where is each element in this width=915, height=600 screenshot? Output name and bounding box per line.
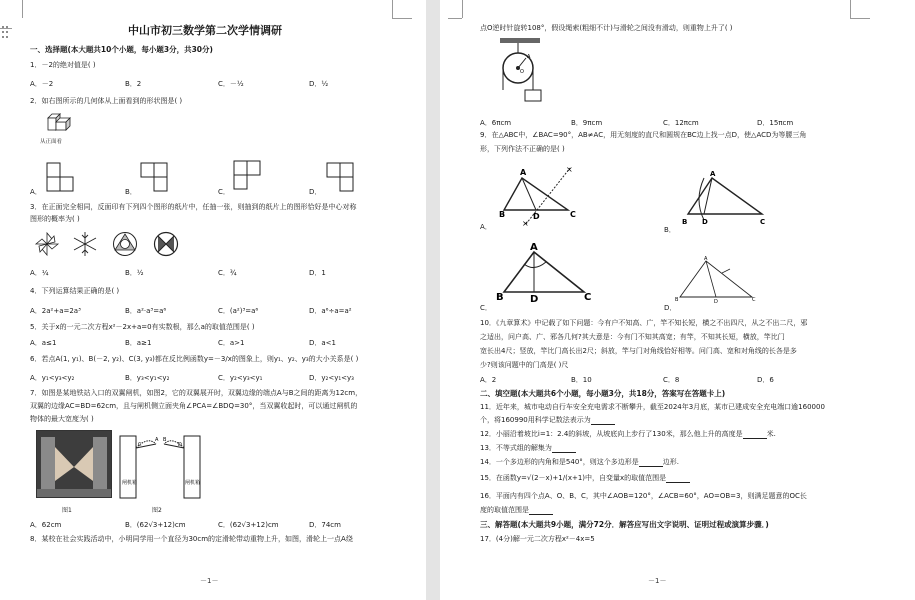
option-b: B． xyxy=(664,226,676,234)
svg-text:D: D xyxy=(702,218,708,226)
question-text: 物体的最大宽度为( ) xyxy=(30,415,94,423)
question-text: 13．不等式组的解集为 xyxy=(480,444,552,452)
question-text: 11．近年来，城市电动自行车安全充电需求不断攀升，截至2024年3月底，某市已建成安全充电端口逾160000 xyxy=(480,403,825,411)
crop-mark xyxy=(0,18,12,29)
question-text: 8．某校在社会实践活动中，小明同学用一个直径为30cm的定滑轮带动重物上升，如图，滑轮上一点A绕 xyxy=(30,535,353,543)
svg-text:闸机箱: 闸机箱 xyxy=(122,480,138,486)
unit-label: 米. xyxy=(766,430,776,438)
option-d: D．6 xyxy=(757,376,774,384)
construction-figure-d xyxy=(672,255,758,303)
option-c: C．(62√3+12)cm xyxy=(218,521,279,529)
figure-caption: 图1 xyxy=(62,507,72,514)
answer-blank xyxy=(666,475,690,483)
option-d: D．y₂<y₁<y₃ xyxy=(309,374,354,382)
option-b: B．a≥1 xyxy=(125,339,152,347)
crop-mark xyxy=(850,18,870,29)
question-text: 形，下列作法不正确的是( ) xyxy=(480,145,565,153)
top-view-option-b xyxy=(140,162,170,192)
turnstile-photo xyxy=(36,430,112,498)
svg-text:B: B xyxy=(675,297,679,303)
construction-figure-a xyxy=(496,160,586,230)
option-d: D．½ xyxy=(309,80,329,88)
answer-blank xyxy=(639,459,663,467)
page-title: 中山市初三数学第二次学情调研 xyxy=(128,24,282,37)
svg-text:O: O xyxy=(520,69,524,75)
top-view-option-c xyxy=(233,160,263,192)
svg-text:C: C xyxy=(570,210,576,219)
answer-blank xyxy=(552,445,576,453)
turnstile-diagram xyxy=(118,430,202,502)
option-b: B．½ xyxy=(125,269,144,277)
question-text: 之适出，问户高、广、邪各几何?其大意是：今有门不知其高宽；有竿，不知其长短，横放，竿比门 xyxy=(480,333,785,341)
option-c: C．12πcm xyxy=(663,119,699,127)
crop-mark xyxy=(448,18,462,29)
answer-blank xyxy=(529,507,553,515)
svg-text:D: D xyxy=(530,294,539,305)
option-a: A． xyxy=(30,188,42,196)
top-view-option-a xyxy=(46,162,76,192)
svg-text:A: A xyxy=(710,170,716,178)
question-text: 双翼的边缘AC=BD=62cm，且与闸机侧立面夹角∠PCA=∠BDQ=30°，当双翼收起时，可以通过闸机的 xyxy=(30,402,358,410)
crop-mark xyxy=(392,0,403,18)
option-c: C．a>1 xyxy=(218,339,245,347)
svg-text:C: C xyxy=(584,292,592,303)
question-text xyxy=(480,506,553,515)
question-text: 少?则该问题中的门高是( )尺 xyxy=(480,361,569,369)
option-c: C． xyxy=(480,304,492,312)
option-a: A．¼ xyxy=(30,269,49,277)
option-a: A．6πcm xyxy=(480,119,512,127)
question-text: 度的取值范围是 xyxy=(480,506,529,514)
option-c: C． xyxy=(218,188,230,196)
svg-text:B: B xyxy=(499,210,506,219)
geometric-solid-figure xyxy=(44,108,74,138)
question-text: 宽长出4尺；竖放，竿比门高长出2尺；斜放，竿与门对角线恰好相等。问门高、宽和对角线的长各是多 xyxy=(480,347,797,355)
option-d: D．a⁶÷a=a² xyxy=(309,307,352,315)
question-text xyxy=(480,416,615,425)
option-a: A．2a²+a=2a³ xyxy=(30,307,81,315)
option-d: D．74cm xyxy=(309,521,341,529)
question-text xyxy=(480,474,690,483)
question-text: 图形的概率为( ) xyxy=(30,215,80,223)
option-d: D． xyxy=(664,304,677,312)
answer-blank xyxy=(743,431,767,439)
section-heading: 三、解答题(本大题共9小题，满分72分．解答应写出文字说明、证明过程或演算步骤．) xyxy=(480,520,769,529)
question-text: 7．如图是某地铁站入口的双翼闸机，如图2，它的双翼展开时，双翼边缘的端点A与B之间的距离为12cm， xyxy=(30,389,363,397)
option-b: B．2 xyxy=(125,80,142,88)
option-b: B． xyxy=(125,188,137,196)
option-c: C．y₂<y₃<y₁ xyxy=(218,374,263,382)
svg-text:D: D xyxy=(178,442,182,448)
svg-text:D: D xyxy=(714,299,718,305)
option-a: A． xyxy=(480,223,492,231)
svg-text:B: B xyxy=(496,292,504,303)
svg-text:×: × xyxy=(522,219,529,228)
option-a: A．－2 xyxy=(30,80,54,88)
circle-cross-figure xyxy=(153,231,179,257)
question-text: 17．(4分)解一元二次方程x²－4x=5 xyxy=(480,535,595,543)
option-c: C．8 xyxy=(663,376,680,384)
svg-text:B: B xyxy=(163,437,167,443)
question-text xyxy=(480,444,576,453)
construction-figure-b xyxy=(674,170,766,232)
svg-text:A: A xyxy=(520,168,527,177)
figure-caption: 图2 xyxy=(152,507,162,514)
option-b: B．(62√3+12)cm xyxy=(125,521,186,529)
pinwheel-figure xyxy=(34,231,60,257)
unit-label: 边形. xyxy=(662,458,680,466)
question-text: 6．若点A(1, y₁)、B(－2, y₂)、C(3, y₃)都在反比例函数y=－3/x的图象上，则y₁、y₂、y₃的大小关系是( ) xyxy=(30,355,359,363)
circle-triangle-figure xyxy=(112,231,138,257)
svg-text:A: A xyxy=(704,256,708,262)
question-text: 9．在△ABC中，∠BAC=90°，AB≠AC，用无刻度的直尺和圆规在BC边上找一点D，使△ACD为等腰三角 xyxy=(480,131,807,139)
svg-text:C: C xyxy=(760,218,766,226)
option-b: B．10 xyxy=(571,376,592,384)
document-page-1 xyxy=(0,0,426,600)
top-view-option-d xyxy=(326,162,356,192)
crop-mark xyxy=(392,18,412,29)
svg-text:闸机箱: 闸机箱 xyxy=(185,480,201,486)
question-text: 14．一个多边形的内角和是540°，则这个多边形是 xyxy=(480,458,639,466)
option-a: A．2 xyxy=(480,376,497,384)
svg-text:×: × xyxy=(566,165,573,174)
question-text: 4．下列运算结果正确的是( ) xyxy=(30,287,120,295)
option-b: B．9πcm xyxy=(571,119,603,127)
question-text: 2．如右图所示的几何体从上面看到的形状图是( ) xyxy=(30,97,183,105)
option-d: D．15πcm xyxy=(757,119,794,127)
question-text: 10．《九章算术》中记载了如下问题：今有户不知高、广，竿不知长短，横之不出四尺，从之不出二尺，邪 xyxy=(480,319,808,327)
page-number: －1－ xyxy=(200,577,219,585)
svg-text:C: C xyxy=(752,297,756,303)
section-heading: 一、选择题(本大题共10个小题，每小题3分，共30分) xyxy=(30,45,213,54)
answer-blank xyxy=(591,417,615,425)
option-b: B．a²·a³=a⁶ xyxy=(125,307,167,315)
question-text xyxy=(480,458,679,467)
page-number: －1－ xyxy=(648,577,667,585)
option-d: D．a<1 xyxy=(309,339,336,347)
snowflake-figure xyxy=(72,231,98,257)
pulley-figure xyxy=(494,38,560,106)
crop-mark xyxy=(12,0,23,18)
question-text: 16．平面内有四个点A、O、B、C，其中∠AOB=120°，∠ACB=60°，AO=OB=3，则满足题意的OC长 xyxy=(480,492,807,500)
svg-text:A: A xyxy=(527,54,531,60)
question-text: 1．－2的绝对值是( ) xyxy=(30,61,96,69)
svg-text:A: A xyxy=(155,437,159,443)
crop-mark xyxy=(840,0,851,18)
question-text: 15．在函数y=√(2－x)+1/(x+1)中，自变量x的取值范围是 xyxy=(480,474,667,482)
crop-mark xyxy=(462,0,473,18)
question-text xyxy=(480,430,776,439)
section-heading: 二、填空题(本大题共6个小题，每小题3分，共18分，答案写在答题卡上) xyxy=(480,389,726,398)
construction-figure-c xyxy=(496,242,596,304)
question-text: 3．在正面完全相同，反面印有下列四个图形的纸片中，任抽一张，则抽到的纸片上的图形恰好是中心对称 xyxy=(30,203,357,211)
question-text: 5．关于x的一元二次方程x²－2x+a=0有实数根，那么a的取值范围是( ) xyxy=(30,323,255,331)
question-text: 12．小丽沿着坡比i=1：2.4的斜坡，从坡底向上步行了130米，那么他上升的高度是 xyxy=(480,430,743,438)
question-text: 点O逆时针旋转108°，假设绳索(粗细不计)与滑轮之间没有滑动，则重物上升了( ) xyxy=(480,24,733,32)
option-a: A．62cm xyxy=(30,521,62,529)
figure-caption: 从正面看 xyxy=(40,139,63,145)
option-c: C．¾ xyxy=(218,269,237,277)
option-a: A．y₁<y₃<y₂ xyxy=(30,374,75,382)
document-page-2 xyxy=(440,0,915,600)
svg-text:B: B xyxy=(682,218,688,226)
option-d: D． xyxy=(309,188,322,196)
option-c: C．－½ xyxy=(218,80,244,88)
question-text: 个，将160990用科学记数法表示为 xyxy=(480,416,591,424)
option-b: B．y₃<y₁<y₂ xyxy=(125,374,170,382)
svg-text:D: D xyxy=(533,212,540,221)
option-c: C．(a²)³=a⁶ xyxy=(218,307,259,315)
option-a: A．a≤1 xyxy=(30,339,57,347)
svg-text:C: C xyxy=(138,442,142,448)
option-d: D．1 xyxy=(309,269,326,277)
svg-text:A: A xyxy=(530,242,538,253)
